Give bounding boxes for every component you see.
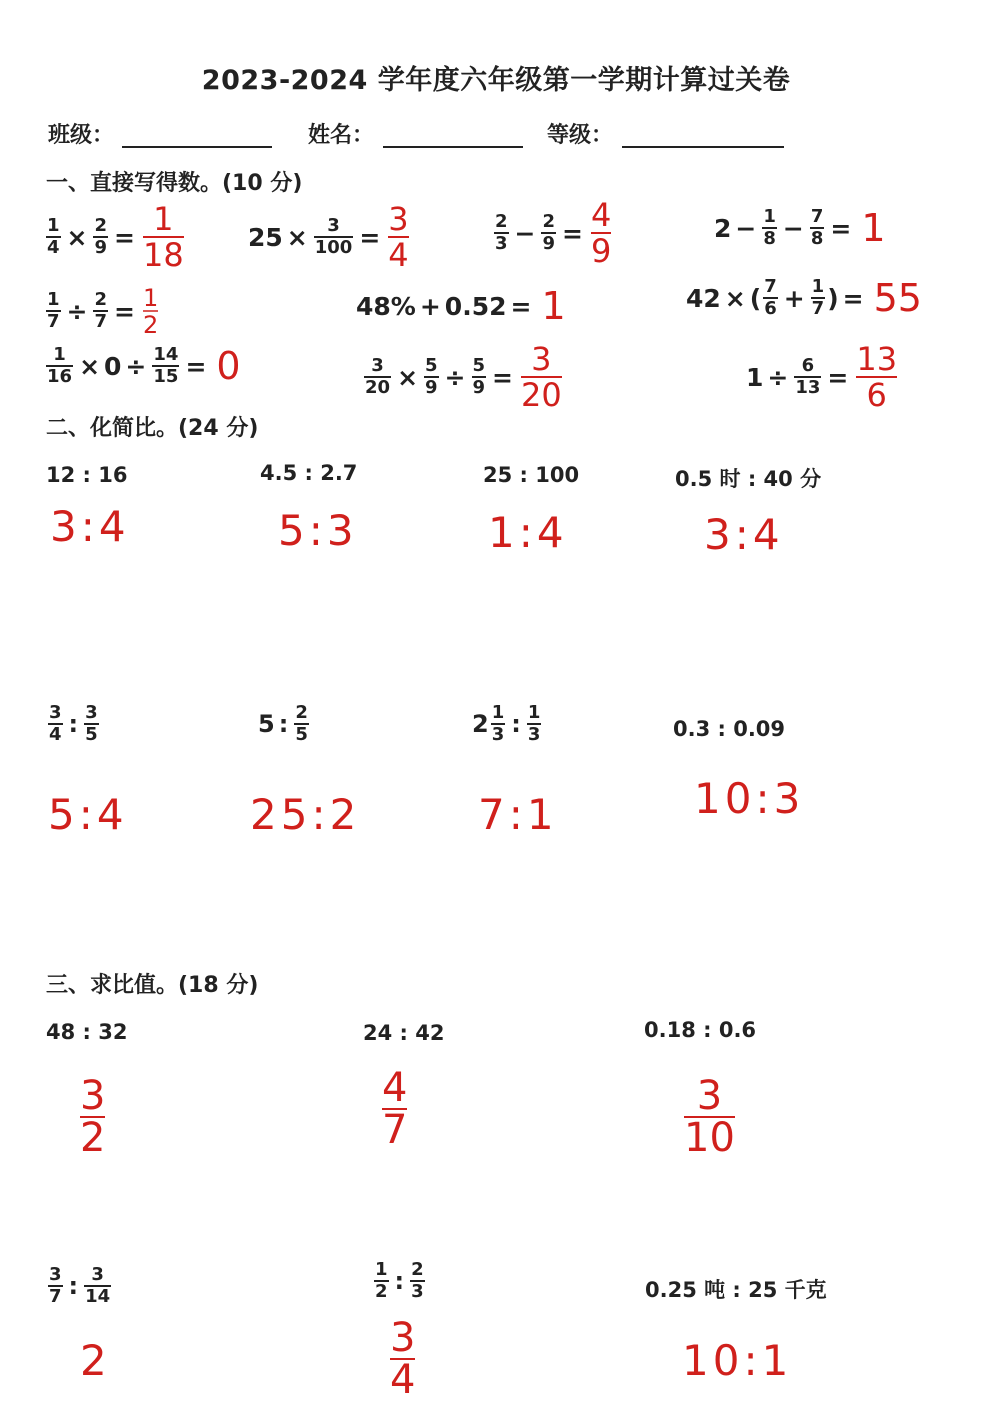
s1-answer-7: 55	[873, 276, 922, 320]
s2-answer-4: 3:4	[704, 510, 784, 559]
s1-answer-4: 1	[861, 206, 886, 250]
s1-item-8: $\frac{1}{16}$ × 0 ÷ $\frac{14}{15}$ = 0	[47, 344, 241, 388]
s2-problem-2: 4.5 : 2.7	[260, 461, 358, 485]
s3-problem-3: 0.18 : 0.6	[644, 1018, 757, 1042]
s1-item-9: $\frac{3}{20}$ × $\frac{5}{9}$ ÷ $\frac{5}{9}$ = 3 20	[365, 340, 562, 414]
s2-problem-8: 0.3 : 0.09	[673, 717, 786, 741]
s1-answer-3: 4 9	[590, 196, 612, 270]
section3-heading: 三、求比值。(18 分)	[46, 973, 259, 998]
s1-answer-8: 0	[216, 344, 241, 388]
grade-label: 等级：	[547, 123, 614, 148]
s3-answer-2: 4 7	[382, 1065, 408, 1153]
s3-answer-1: 3 2	[80, 1073, 106, 1161]
s2-answer-6: 25:2	[250, 790, 361, 839]
s2-answer-7: 7:1	[478, 790, 558, 839]
s3-answer-3: 3 10	[684, 1073, 735, 1161]
grade-field[interactable]	[622, 146, 784, 148]
class-label: 班级：	[48, 123, 115, 148]
s3-answer-5: 3 4	[390, 1315, 416, 1403]
s1-item-5: $\frac{1}{7}$ ÷ $\frac{2}{7}$ = 1 2	[47, 283, 159, 339]
s1-answer-6: 1	[541, 284, 566, 328]
name-label: 姓名：	[308, 123, 375, 148]
s1-answer-10: 13 6	[856, 340, 898, 414]
s3-problem-6: 0.25 吨 : 25 千克	[645, 1278, 827, 1302]
s3-problem-1: 48 : 32	[46, 1020, 128, 1044]
s3-answer-4: 2	[80, 1336, 111, 1385]
s3-answer-6: 10:1	[682, 1336, 793, 1385]
section2-heading: 二、化简比。(24 分)	[46, 416, 259, 441]
s2-problem-6: 5 : $\frac{2}{5}$	[258, 702, 308, 745]
s3-problem-4: $\frac{3}{7}$ : $\frac{3}{14}$	[49, 1264, 111, 1307]
page-title: 2023-2024 学年度六年级第一学期计算过关卷	[201, 65, 791, 96]
s2-problem-1: 12 : 16	[46, 463, 128, 487]
s2-problem-3: 25 : 100	[483, 463, 580, 487]
s1-answer-2: 3 4	[388, 200, 409, 274]
s1-answer-1: 1 18	[142, 200, 184, 274]
s1-item-3: $\frac{2}{3}$ − $\frac{2}{9}$ = 4 9	[495, 196, 612, 270]
s2-answer-3: 1:4	[488, 508, 568, 557]
section1-heading: 一、直接写得数。(10 分)	[46, 171, 303, 196]
s2-answer-2: 5:3	[278, 506, 358, 555]
s1-answer-5: 1 2	[142, 283, 159, 339]
s1-answer-9: 3 20	[520, 340, 562, 414]
name-field[interactable]	[383, 146, 523, 148]
s1-item-7: 42 × ( $\frac{7}{6}$ + $\frac{1}{7}$ ) = 55	[686, 276, 922, 320]
s2-answer-1: 3:4	[50, 502, 130, 551]
s3-problem-2: 24 : 42	[363, 1021, 445, 1045]
s2-problem-5: $\frac{3}{4}$ : $\frac{3}{5}$	[49, 702, 98, 745]
s2-answer-5: 5:4	[48, 790, 128, 839]
s1-item-4: 2 − $\frac{1}{8}$ − $\frac{7}{8}$ = 1	[714, 206, 886, 250]
class-field[interactable]	[122, 146, 272, 148]
s1-item-2: 25 × $\frac{3}{100}$ = 3 4	[248, 200, 409, 274]
s1-item-10: 1 ÷ $\frac{6}{13}$ = 13 6	[746, 340, 898, 414]
s1-item-6: 48% + 0.52 = 1	[356, 284, 566, 328]
s2-problem-7: 2 $\frac{1}{3}$ : $\frac{1}{3}$	[472, 702, 541, 745]
s3-problem-5: $\frac{1}{2}$ : $\frac{2}{3}$	[375, 1259, 424, 1302]
s1-item-1: $\frac{1}{4}$ × $\frac{2}{9}$ = 1 18	[47, 200, 184, 274]
s2-problem-4: 0.5 时 : 40 分	[675, 467, 822, 491]
s2-answer-8: 10:3	[694, 774, 805, 823]
